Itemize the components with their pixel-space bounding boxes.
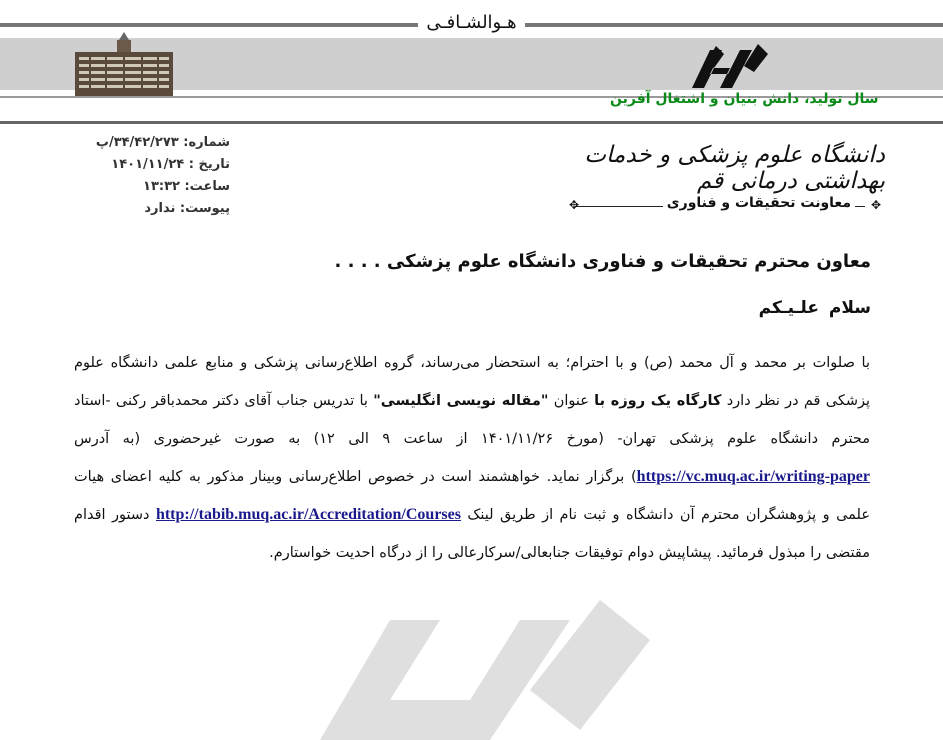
university-logo (688, 42, 770, 92)
webinar-link[interactable]: https://vc.muq.ac.ir/writing-paper (636, 468, 870, 485)
watermark-logo (300, 600, 680, 740)
letter-time: ساعت: ۱۳:۳۲ (143, 179, 230, 194)
recipient-line: معاون محترم تحقیقات و فناوری دانشگاه علوم پزشکی . . . . (334, 251, 871, 272)
registration-link[interactable]: http://tabib.muq.ac.ir/Accreditation/Courses (155, 506, 461, 523)
header-rule-bottom (0, 121, 943, 124)
university-name: دانشگاه علوم پزشکی و خدمات بهداشتی درمانی قم (584, 142, 885, 194)
letter-body (74, 344, 870, 572)
header-title: هـوالشـافـی (0, 12, 943, 33)
body-text: با صلوات بر محمد و آل محمد (ص) و با احترام؛ به استحضار می‌رساند، گروه اطلاع‌رسانی پزشکی و منابع علمی دانشگاه علوم پزشکی قم در نظر دارد (74, 355, 871, 409)
department-name: معاونت تحقیقات و فناوری (663, 195, 855, 211)
workshop-text: کارگاه یک روزه با (594, 393, 722, 409)
letter-attachment: پیوست: ندارد (144, 201, 230, 216)
letter-number: شماره: ۳۴/۴۲/۲۷۳/پ (95, 135, 230, 150)
building-image (75, 30, 173, 98)
body-text: ) برگزار نماید. خواهشمند است در خصوص اطلاع‌رسانی وبینار مذکور به کلیه اعضای هیات علمی و پژوهشگران محترم آن دانشگاه و ثبت نام از طریق لینک (74, 469, 870, 523)
year-slogan: سال تولید، دانش بنیان و اشتغال آفرین (610, 91, 879, 107)
body-text: دستور اقدام مقتضی را مبذول فرمائید. پیشاپیش دوام توفیقات جنابعالی/سرکارعالی را از درگاه احدیت خواستارم. (74, 507, 870, 561)
department-line (565, 195, 885, 219)
letter-meta (60, 132, 230, 220)
body-text: عنوان (553, 393, 589, 409)
workshop-title: "مقاله نویسی انگلیسی" (373, 393, 549, 409)
ornament-icon: ✥ (870, 198, 881, 212)
body-text: با تدریس جناب آقای دکتر محمدباقر رکنی -استاد محترم دانشگاه علوم پزشکی تهران- (مورخ ۱۴۰۱/۱۱/۲۶ از ساعت ۹ الی ۱۲) به صورت غیرحضوری (به آدرس (74, 393, 870, 447)
letter-date: تاریخ : ۱۴۰۱/۱۱/۲۴ (111, 157, 230, 172)
greeting: سلام علـیـکم (758, 298, 871, 318)
ornament-icon: ✥ (569, 198, 580, 212)
